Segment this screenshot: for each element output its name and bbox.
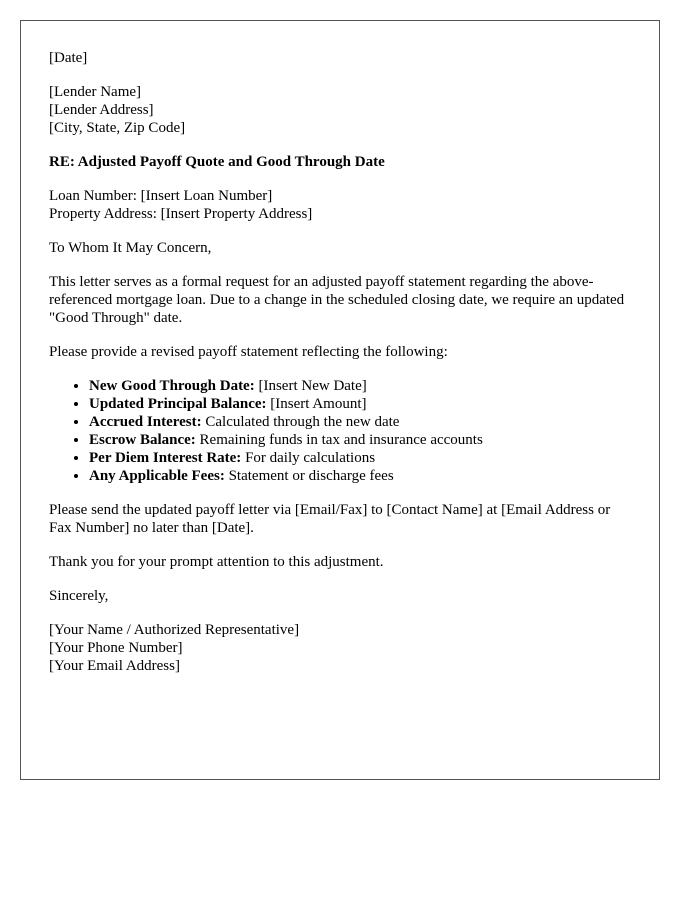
list-item	[89, 449, 631, 467]
item-label: Escrow Balance:	[89, 432, 196, 448]
subject-text: RE: Adjusted Payoff Quote and Good Through Date	[49, 154, 385, 170]
item-label: Accrued Interest:	[89, 414, 202, 430]
request-text: Please provide a revised payoff statement reflecting the following:	[49, 344, 448, 360]
signature-email: [Your Email Address]	[49, 658, 180, 674]
list-item	[89, 467, 631, 485]
signature-phone: [Your Phone Number]	[49, 640, 183, 656]
payoff-items-list	[49, 377, 631, 485]
letter-page	[20, 20, 660, 780]
subject-line	[49, 153, 631, 171]
request-line	[49, 343, 631, 361]
thanks-text: Thank you for your prompt attention to this adjustment.	[49, 554, 384, 570]
intro-text: This letter serves as a formal request for an adjusted payoff statement regarding the above-referenced mortgage loan. Due to a change in the scheduled closing date, we require an updated "Good Through" date.	[49, 274, 625, 326]
item-value: [Insert New Date]	[254, 378, 367, 394]
item-value: Remaining funds in tax and insurance accounts	[195, 432, 483, 448]
lender-city-state-zip: [City, State, Zip Code]	[49, 120, 186, 136]
item-label: Any Applicable Fees:	[89, 468, 225, 484]
item-value: For daily calculations	[241, 450, 376, 466]
delivery-text: Please send the updated payoff letter via [Email/Fax] to [Contact Name] at [Email Address or Fax Number] no later than [Date].	[49, 502, 611, 536]
loan-number: Loan Number: [Insert Loan Number]	[49, 188, 273, 204]
delivery-paragraph	[49, 501, 631, 537]
item-label: Per Diem Interest Rate:	[89, 450, 242, 466]
intro-paragraph	[49, 273, 631, 327]
lender-name: [Lender Name]	[49, 84, 142, 100]
list-item	[89, 377, 631, 395]
property-address: Property Address: [Insert Property Address]	[49, 206, 313, 222]
list-item	[89, 431, 631, 449]
closing	[49, 587, 631, 605]
lender-address-block	[49, 83, 631, 137]
signature-name: [Your Name / Authorized Representative]	[49, 622, 300, 638]
item-value: Calculated through the new date	[201, 414, 400, 430]
date-text: [Date]	[49, 50, 88, 66]
list-item	[89, 395, 631, 413]
closing-text: Sincerely,	[49, 588, 109, 604]
signature-block	[49, 621, 631, 675]
salutation-text: To Whom It May Concern,	[49, 240, 212, 256]
item-label: New Good Through Date:	[89, 378, 255, 394]
loan-details	[49, 187, 631, 223]
item-value: Statement or discharge fees	[224, 468, 394, 484]
letter-date	[49, 49, 631, 67]
thanks-paragraph	[49, 553, 631, 571]
list-item	[89, 413, 631, 431]
item-label: Updated Principal Balance:	[89, 396, 267, 412]
lender-address: [Lender Address]	[49, 102, 154, 118]
salutation	[49, 239, 631, 257]
item-value: [Insert Amount]	[266, 396, 367, 412]
